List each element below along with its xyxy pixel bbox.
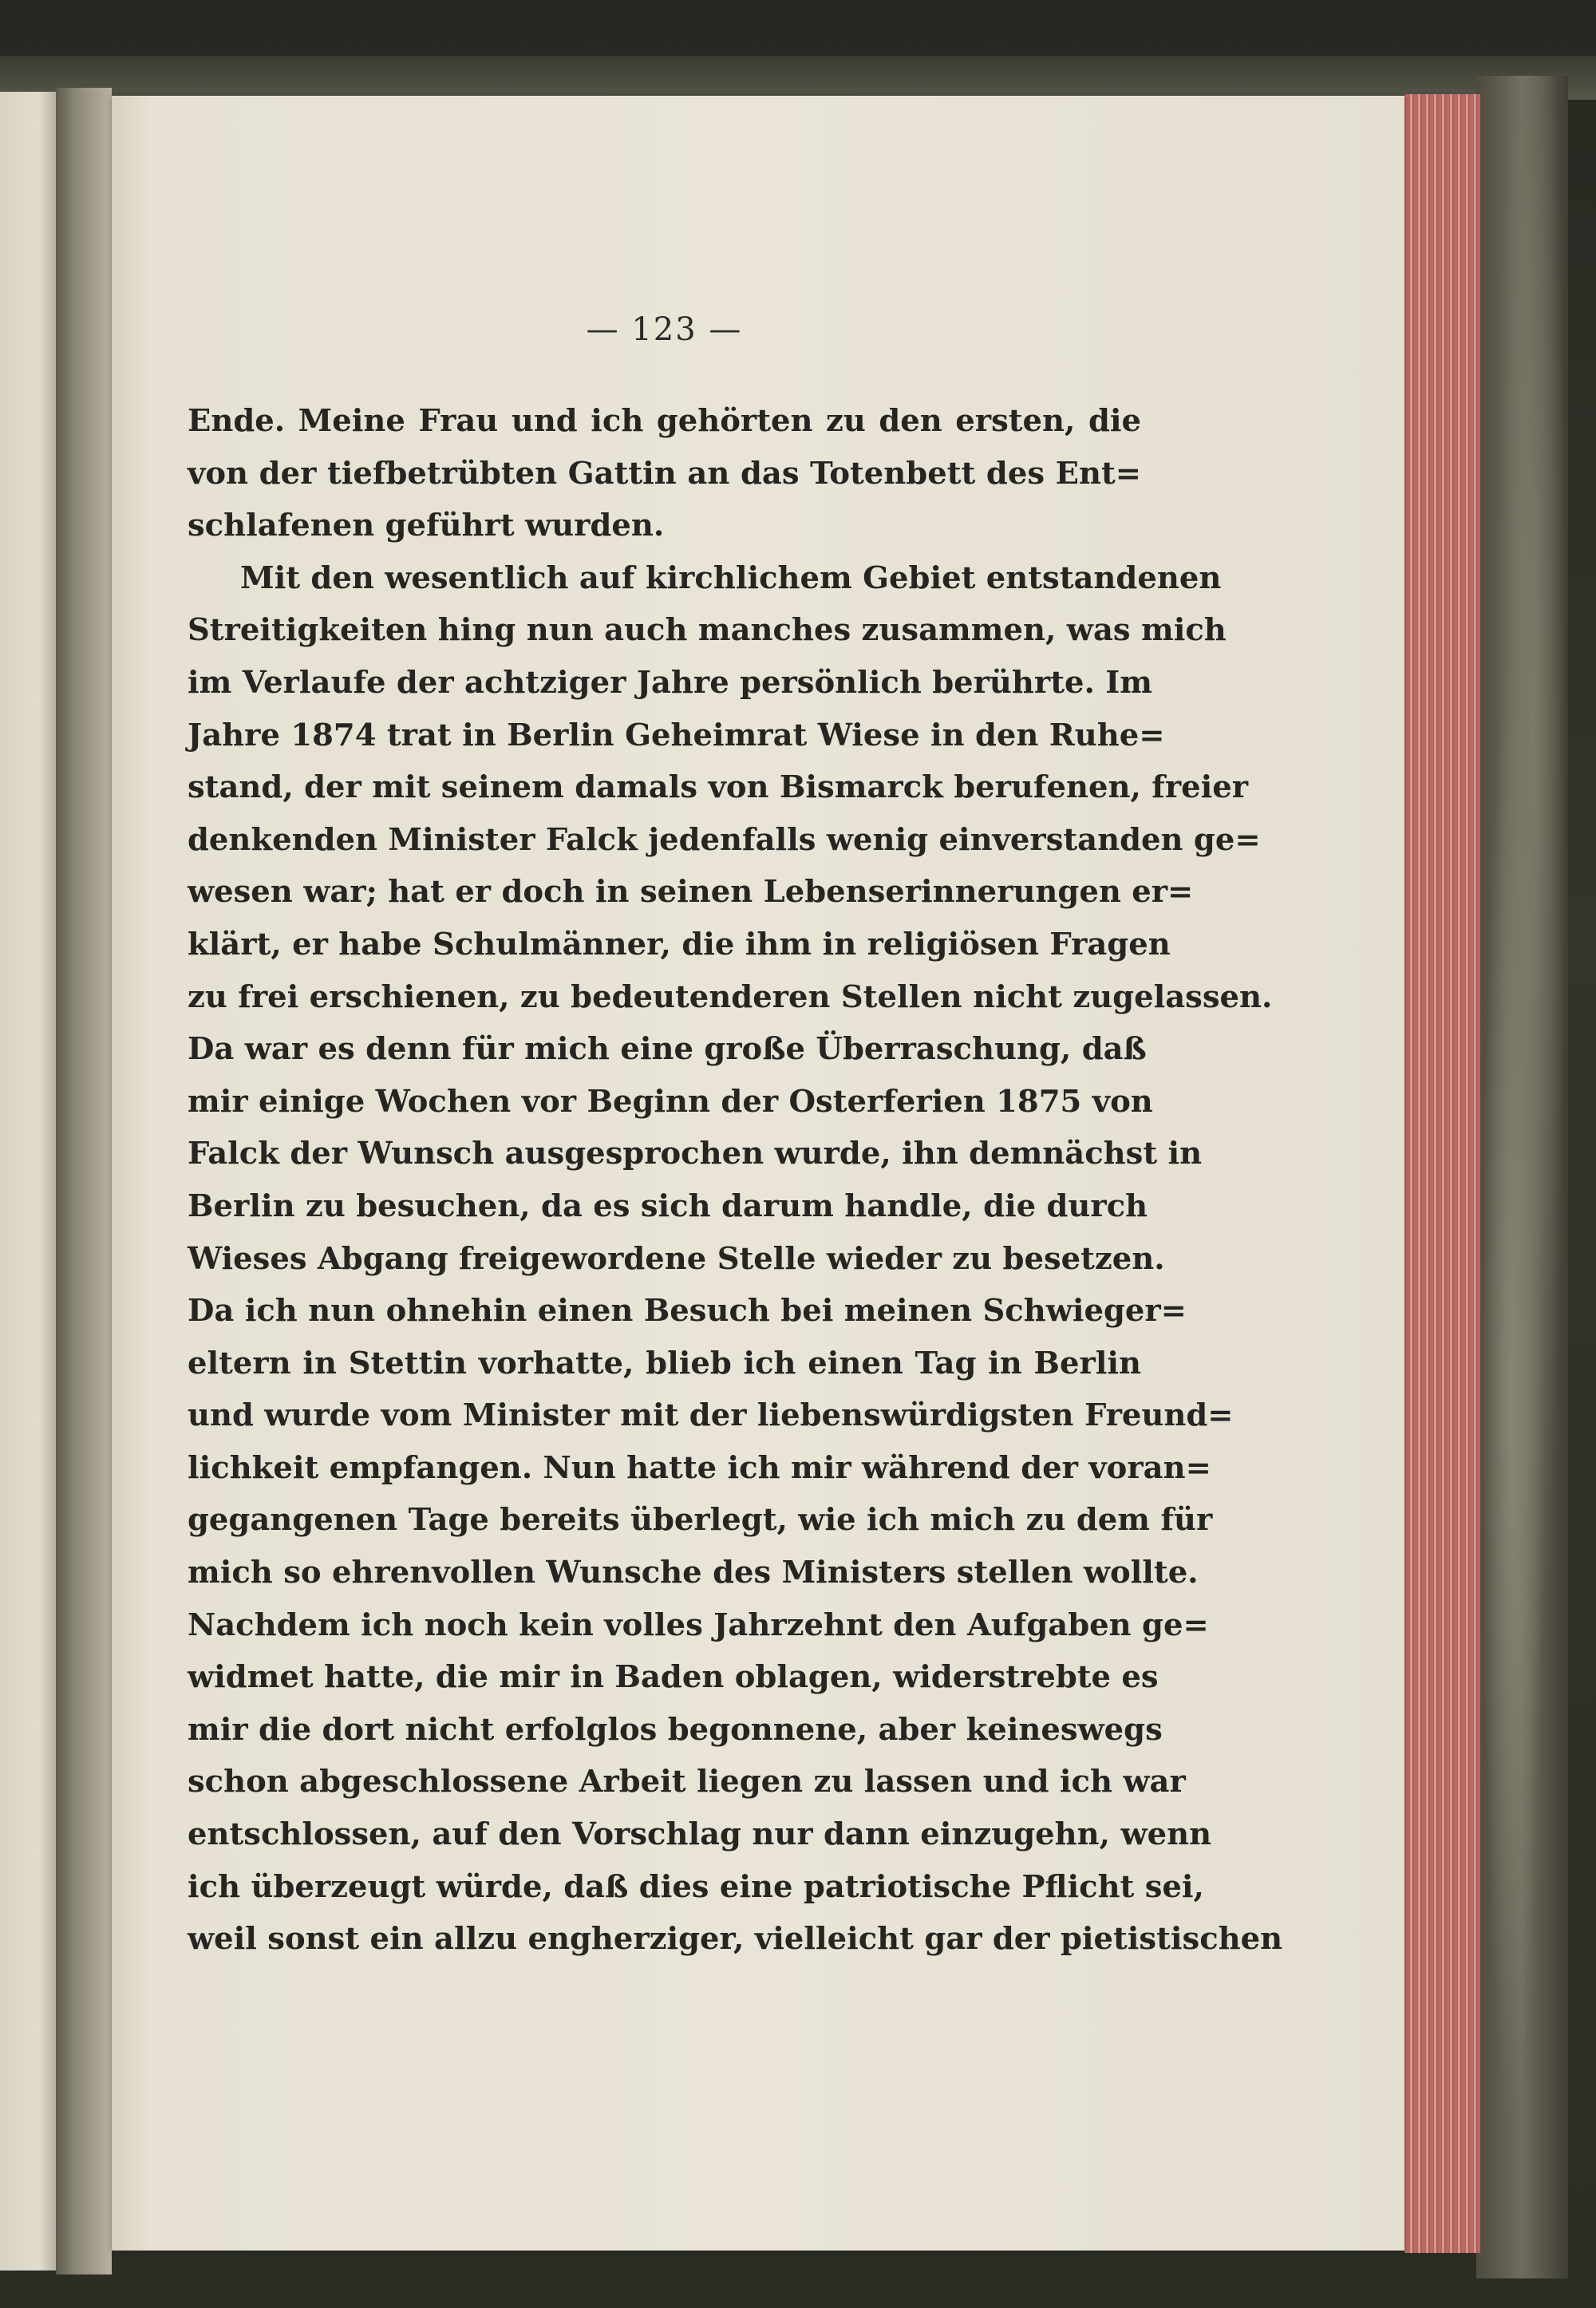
text-line: Wieses Abgang freigewordene Stelle wieder zu besetzen.	[188, 1240, 1165, 1277]
text-line: weil sonst ein allzu engherziger, vielleicht gar der pietistischen	[188, 1921, 1283, 1958]
text-line: mich so ehrenvollen Wunsche des Ministers stellen wollte.	[188, 1555, 1199, 1591]
red-page-edges	[1404, 94, 1480, 2253]
text-line: schlafenen geführt wurden.	[188, 508, 665, 544]
text-line: entschlossen, auf den Vorschlag nur dann einzugehn, wenn	[188, 1816, 1212, 1853]
text-line: mir einige Wochen vor Beginn der Osterferien 1875 von	[188, 1083, 1153, 1120]
text-line: schon abgeschlossene Arbeit liegen zu lassen und ich war	[188, 1764, 1186, 1800]
text-line: Nachdem ich noch kein volles Jahrzehnt den Aufgaben ge=	[188, 1607, 1209, 1643]
page-number: — 123 —	[586, 311, 743, 348]
text-line: widmet hatte, die mir in Baden oblagen, widerstrebte es	[188, 1659, 1159, 1696]
text-line: Streitigkeiten hing nun auch manches zusammen, was mich	[188, 612, 1227, 649]
text-line: und wurde vom Minister mit der liebenswürdigsten Freund=	[188, 1397, 1234, 1434]
text-line: im Verlaufe der achtziger Jahre persönlich berührte. Im	[188, 664, 1153, 701]
text-line: ich überzeugt würde, daß dies eine patriotische Pflicht sei,	[188, 1868, 1204, 1905]
text-line: Jahre 1874 trat in Berlin Geheimrat Wiese in den Ruhe=	[188, 717, 1165, 753]
text-line: Falck der Wunsch ausgesprochen wurde, ihn demnächst in	[188, 1136, 1203, 1172]
marbled-cover	[1476, 76, 1568, 2278]
text-line: von der tiefbetrübten Gattin an das Totenbett des Ent=	[188, 455, 1141, 492]
text-line: Berlin zu besuchen, da es sich darum handle, die durch	[188, 1188, 1148, 1224]
text-line: gegangenen Tage bereits überlegt, wie ich mich zu dem für	[188, 1502, 1213, 1539]
book-gutter	[56, 88, 112, 2274]
page-text	[188, 395, 1283, 1966]
text-line: mir die dort nicht erfolglos begonnene, aber keineswegs	[188, 1711, 1163, 1748]
text-line: Da ich nun ohnehin einen Besuch bei meinen Schwieger=	[188, 1293, 1187, 1330]
text-line: eltern in Stettin vorhatte, blieb ich einen Tag in Berlin	[188, 1345, 1141, 1381]
left-page-edge	[0, 92, 56, 2270]
text-line: denkenden Minister Falck jedenfalls wenig einverstanden ge=	[188, 821, 1261, 858]
text-line: lichkeit empfangen. Nun hatte ich mir während der voran=	[188, 1449, 1211, 1486]
text-line: Da war es denn für mich eine große Überraschung, daß	[188, 1031, 1147, 1068]
text-line: Ende. Meine Frau und ich gehörten zu den ersten, die	[188, 403, 1141, 439]
text-line: klärt, er habe Schulmänner, die ihm in religiösen Fragen	[188, 926, 1171, 962]
text-line: zu frei erschienen, zu bedeutenderen Stellen nicht zugelassen.	[188, 978, 1273, 1015]
text-line: Mit den wesentlich auf kirchlichem Gebiet entstandenen	[240, 559, 1222, 596]
book-board-top	[0, 56, 1596, 100]
text-line: stand, der mit seinem damals von Bismarck berufenen, freier	[188, 769, 1249, 806]
text-line: wesen war; hat er doch in seinen Lebenserinnerungen er=	[188, 874, 1194, 911]
